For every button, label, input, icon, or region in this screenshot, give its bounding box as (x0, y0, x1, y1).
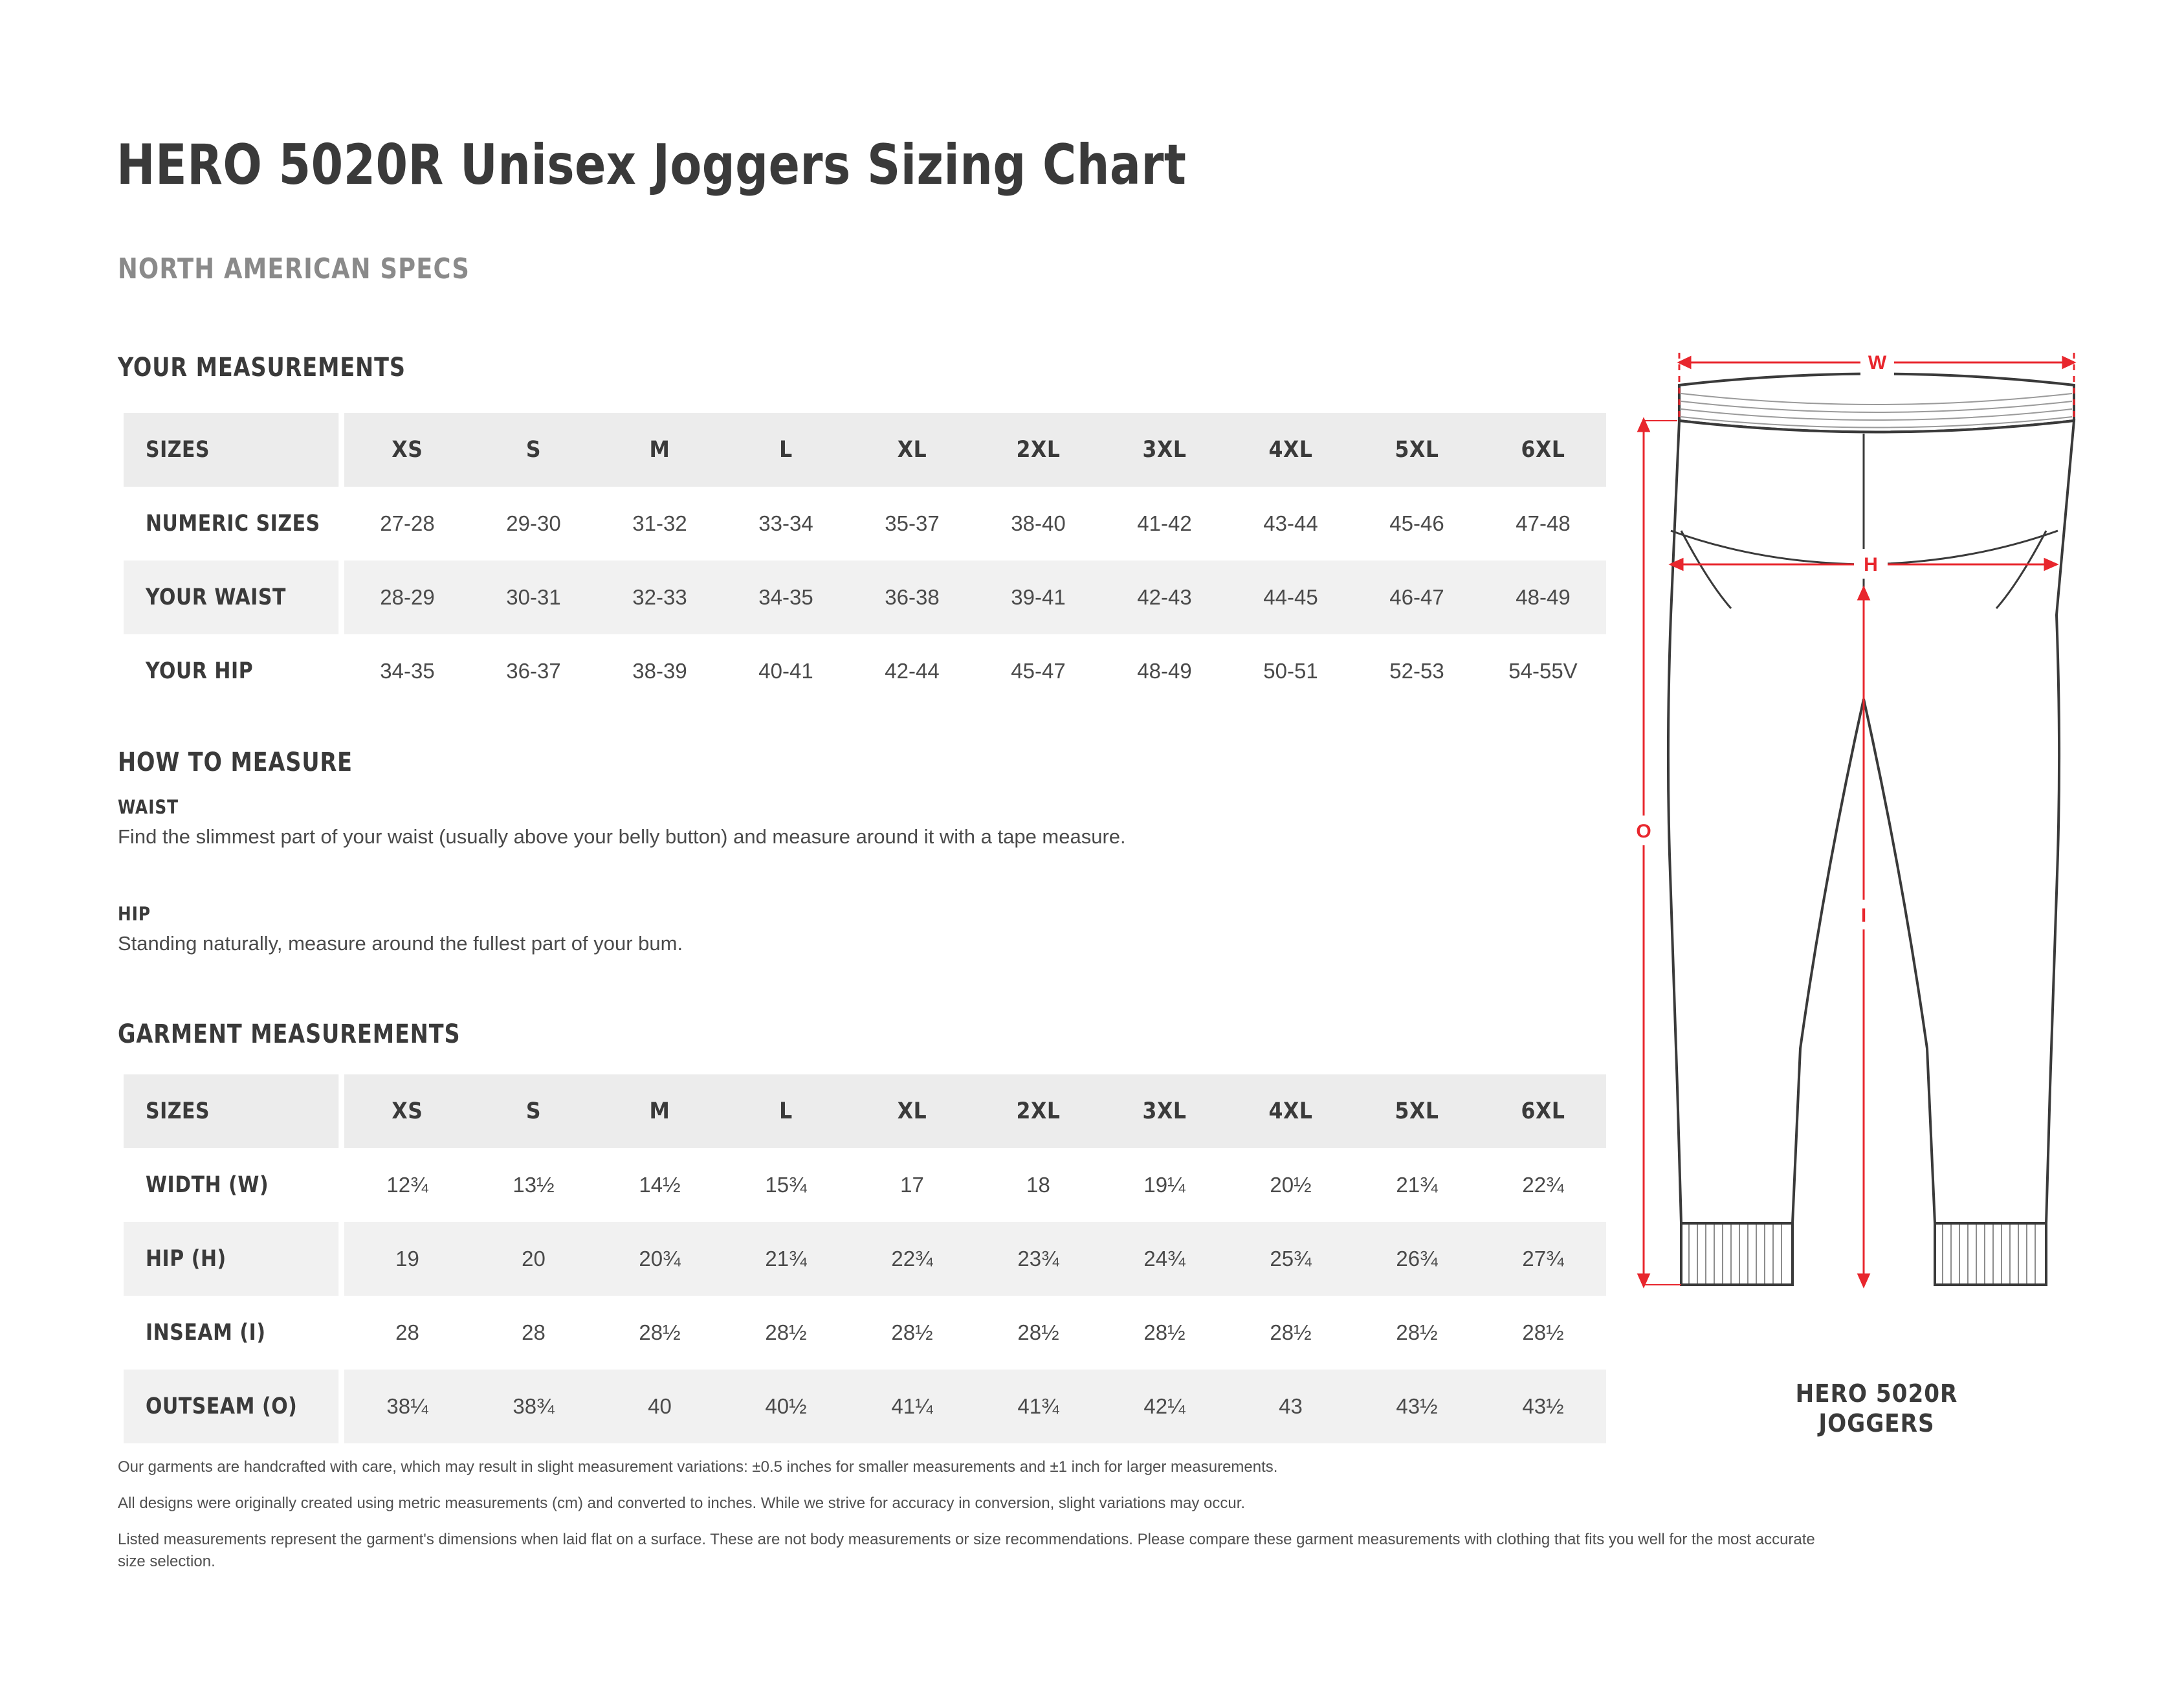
column-header-size: XL (849, 1074, 975, 1148)
column-header-size: 4XL (1228, 1074, 1354, 1148)
table-cell: 39-41 (975, 561, 1101, 634)
how-to-measure-hip-label: HIP (118, 903, 151, 925)
table-cell: 48-49 (1480, 561, 1606, 634)
dimension-label-hip: H (1864, 554, 1878, 575)
column-header-sizes: SIZES (124, 413, 339, 487)
column-header-size: XL (849, 413, 975, 487)
column-header-size: L (723, 1074, 849, 1148)
table-cell: 14½ (597, 1148, 723, 1222)
table-cell: 54-55V (1480, 634, 1606, 708)
column-header-sizes: SIZES (124, 1074, 339, 1148)
section-heading-garment-measurements: GARMENT MEASUREMENTS (118, 1019, 461, 1049)
row-label: WIDTH (W) (124, 1148, 339, 1222)
table-row (118, 1222, 1606, 1296)
table-cell: 15¾ (723, 1148, 849, 1222)
table-cell: 43-44 (1228, 487, 1354, 561)
table-cell: 29-30 (470, 487, 597, 561)
row-label: YOUR HIP (124, 634, 339, 708)
table-cell: 41-42 (1101, 487, 1228, 561)
table-cell: 43 (1228, 1370, 1354, 1443)
table-cell: 19 (344, 1222, 470, 1296)
how-to-measure-waist-text: Find the slimmest part of your waist (usually above your belly button) and measure around it with a tape measure. (118, 825, 1126, 848)
table-cell: 28 (344, 1296, 470, 1370)
table-row (118, 1370, 1606, 1443)
row-label: YOUR WAIST (124, 561, 339, 634)
table-cell: 50-51 (1228, 634, 1354, 708)
table-cell: 33-34 (723, 487, 849, 561)
table-header-row (118, 413, 1606, 487)
table-cell: 42-43 (1101, 561, 1228, 634)
table-cell: 22¾ (1480, 1148, 1606, 1222)
row-label: OUTSEAM (O) (124, 1370, 339, 1443)
column-header-size: 5XL (1354, 413, 1480, 487)
table-cell: 40-41 (723, 634, 849, 708)
table-cell: 28½ (849, 1296, 975, 1370)
table-cell: 38-39 (597, 634, 723, 708)
table-cell: 28½ (1480, 1296, 1606, 1370)
table-cell: 24¾ (1101, 1222, 1228, 1296)
table-cell: 13½ (470, 1148, 597, 1222)
how-to-measure-hip (118, 903, 683, 958)
column-header-size: M (597, 1074, 723, 1148)
table-cell: 47-48 (1480, 487, 1606, 561)
your-measurements-table (118, 413, 1606, 708)
column-header-size: XS (344, 413, 470, 487)
table-cell: 30-31 (470, 561, 597, 634)
garment-illustration (1631, 337, 2123, 1437)
table-cell: 25¾ (1228, 1222, 1354, 1296)
table-cell: 42¼ (1101, 1370, 1228, 1443)
illustration-caption-line2: JOGGERS (1818, 1409, 1935, 1438)
column-header-size: 5XL (1354, 1074, 1480, 1148)
how-to-measure-waist-label: WAIST (118, 796, 179, 818)
table-cell: 27-28 (344, 487, 470, 561)
table-cell: 45-46 (1354, 487, 1480, 561)
garment-measurements-table (118, 1074, 1606, 1443)
table-cell: 38¾ (470, 1370, 597, 1443)
how-to-measure-hip-text: Standing naturally, measure around the fullest part of your bum. (118, 932, 683, 955)
how-to-measure-waist (118, 796, 1126, 851)
row-label: INSEAM (I) (124, 1296, 339, 1370)
column-header-size: XS (344, 1074, 470, 1148)
table-cell: 41¾ (975, 1370, 1101, 1443)
table-cell: 44-45 (1228, 561, 1354, 634)
table-row (118, 487, 1606, 561)
table-cell: 19¼ (1101, 1148, 1228, 1222)
dimension-label-inseam: I (1860, 905, 1867, 926)
section-heading-how-to-measure: HOW TO MEASURE (118, 748, 353, 777)
table-cell: 34-35 (723, 561, 849, 634)
table-cell: 20 (470, 1222, 597, 1296)
column-header-size: 4XL (1228, 413, 1354, 487)
table-cell: 28½ (1101, 1296, 1228, 1370)
table-cell: 28 (470, 1296, 597, 1370)
table-cell: 23¾ (975, 1222, 1101, 1296)
table-cell: 17 (849, 1148, 975, 1222)
table-cell: 31-32 (597, 487, 723, 561)
column-header-size: 3XL (1101, 413, 1228, 487)
table-cell: 42-44 (849, 634, 975, 708)
table-cell: 46-47 (1354, 561, 1480, 634)
footer-notes (118, 1456, 1826, 1587)
table-row (118, 1296, 1606, 1370)
table-cell: 38-40 (975, 487, 1101, 561)
table-cell: 21¾ (723, 1222, 849, 1296)
section-heading-your-measurements: YOUR MEASUREMENTS (118, 353, 406, 383)
page-subtitle: NORTH AMERICAN SPECS (118, 252, 470, 285)
column-header-size: L (723, 413, 849, 487)
table-cell: 28½ (1354, 1296, 1480, 1370)
table-cell: 35-37 (849, 487, 975, 561)
column-header-size: 2XL (975, 1074, 1101, 1148)
page-title: HERO 5020R Unisex Joggers Sizing Chart (116, 133, 1187, 197)
table-row (118, 561, 1606, 634)
column-header-size: 6XL (1480, 1074, 1606, 1148)
note-item: Our garments are handcrafted with care, which may result in slight measurement variations: ±0.5 inches for smaller measurements and ±1 inch for larger measurements. (118, 1458, 1278, 1476)
table-cell: 52-53 (1354, 634, 1480, 708)
table-header-row (118, 1074, 1606, 1148)
table-cell: 43½ (1354, 1370, 1480, 1443)
dimension-label-outseam: O (1636, 821, 1651, 842)
table-cell: 22¾ (849, 1222, 975, 1296)
note-item: All designs were originally created using metric measurements (cm) and converted to inches. While we strive for accuracy in conversion, slight variations may occur. (118, 1494, 1246, 1512)
column-header-size: 3XL (1101, 1074, 1228, 1148)
table-cell: 36-38 (849, 561, 975, 634)
table-cell: 48-49 (1101, 634, 1228, 708)
table-cell: 28½ (975, 1296, 1101, 1370)
table-cell: 45-47 (975, 634, 1101, 708)
column-header-size: S (470, 413, 597, 487)
table-cell: 18 (975, 1148, 1101, 1222)
table-cell: 28½ (1228, 1296, 1354, 1370)
table-cell: 28½ (597, 1296, 723, 1370)
table-cell: 12¾ (344, 1148, 470, 1222)
note-item: Listed measurements represent the garment's dimensions when laid flat on a surface. These are not body measurements or size recommendations. Please compare these garment measurements with clothing that fits you well for the most accurate size selection. (118, 1531, 1815, 1570)
table-row (118, 1148, 1606, 1222)
table-cell: 28-29 (344, 561, 470, 634)
table-row (118, 634, 1606, 708)
table-cell: 40 (597, 1370, 723, 1443)
table-cell: 34-35 (344, 634, 470, 708)
table-cell: 26¾ (1354, 1222, 1480, 1296)
table-cell: 20¾ (597, 1222, 723, 1296)
table-cell: 38¼ (344, 1370, 470, 1443)
illustration-caption (1631, 1379, 2123, 1438)
row-label: HIP (H) (124, 1222, 339, 1296)
table-cell: 28½ (723, 1296, 849, 1370)
table-cell: 21¾ (1354, 1148, 1480, 1222)
table-cell: 43½ (1480, 1370, 1606, 1443)
table-cell: 32-33 (597, 561, 723, 634)
dimension-label-width: W (1868, 352, 1887, 373)
table-cell: 20½ (1228, 1148, 1354, 1222)
column-header-size: 2XL (975, 413, 1101, 487)
table-cell: 40½ (723, 1370, 849, 1443)
column-header-size: S (470, 1074, 597, 1148)
column-header-size: 6XL (1480, 413, 1606, 487)
column-header-size: M (597, 413, 723, 487)
table-cell: 41¼ (849, 1370, 975, 1443)
illustration-caption-line1: HERO 5020R (1795, 1379, 1958, 1408)
table-cell: 27¾ (1480, 1222, 1606, 1296)
row-label: NUMERIC SIZES (124, 487, 339, 561)
table-cell: 36-37 (470, 634, 597, 708)
